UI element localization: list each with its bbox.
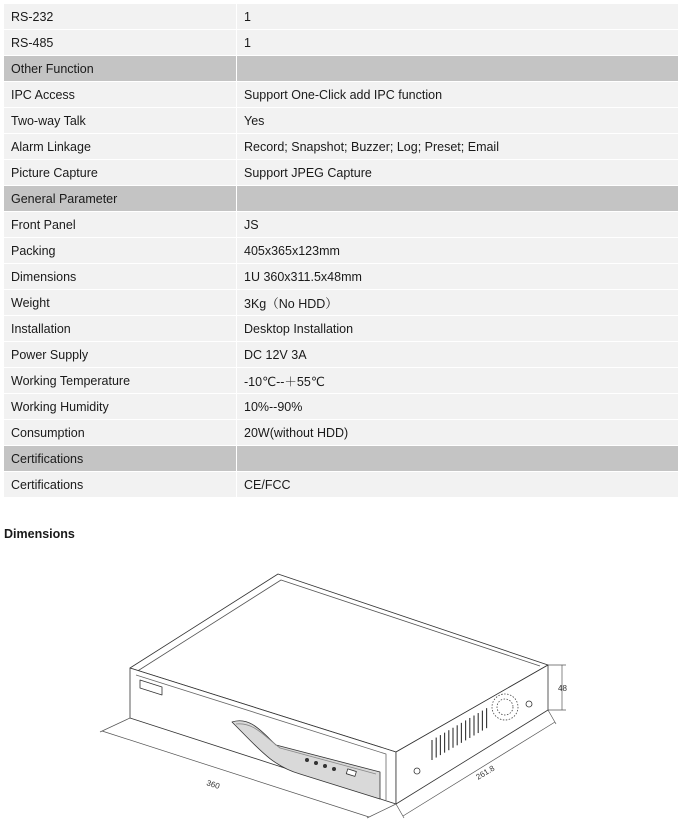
- section-header-row: [4, 56, 678, 82]
- spec-name: Two-way Talk: [4, 108, 237, 134]
- spec-row: [4, 4, 678, 30]
- spec-value: 10%--90%: [237, 394, 679, 420]
- spec-table: [4, 4, 678, 498]
- spec-name: Working Humidity: [4, 394, 237, 420]
- section-spacer: [237, 186, 679, 212]
- section-spacer: [237, 56, 679, 82]
- spec-row: [4, 420, 678, 446]
- section-title: General Parameter: [4, 186, 237, 212]
- spec-row: [4, 134, 678, 160]
- spec-row: [4, 394, 678, 420]
- section-header-row: [4, 186, 678, 212]
- led-indicator: [305, 758, 308, 761]
- section-header-row: [4, 446, 678, 472]
- spec-name: IPC Access: [4, 82, 237, 108]
- spec-row: [4, 472, 678, 498]
- spec-name: Installation: [4, 316, 237, 342]
- spec-value: 1U 360x311.5x48mm: [237, 264, 679, 290]
- spec-name: Packing: [4, 238, 237, 264]
- spec-value: Desktop Installation: [237, 316, 679, 342]
- spec-value: 3Kg（No HDD）: [237, 290, 679, 316]
- spec-value: Support One-Click add IPC function: [237, 82, 679, 108]
- spec-row: [4, 30, 678, 56]
- led-indicator: [323, 764, 326, 767]
- spec-name: Working Temperature: [4, 368, 237, 394]
- spec-name: Front Panel: [4, 212, 237, 238]
- led-indicator: [314, 761, 317, 764]
- spec-row: [4, 82, 678, 108]
- spec-row: [4, 264, 678, 290]
- spec-name: Weight: [4, 290, 237, 316]
- spec-value: Support JPEG Capture: [237, 160, 679, 186]
- spec-row: [4, 212, 678, 238]
- spec-name: Power Supply: [4, 342, 237, 368]
- spec-name: Alarm Linkage: [4, 134, 237, 160]
- spec-name: Picture Capture: [4, 160, 237, 186]
- spec-row: [4, 368, 678, 394]
- spec-value: 1: [237, 4, 679, 30]
- spec-value: 405x365x123mm: [237, 238, 679, 264]
- spec-row: [4, 342, 678, 368]
- dimensions-drawing: [0, 545, 686, 840]
- width-dimension-label: 360: [205, 778, 221, 791]
- spec-table-body: [4, 4, 678, 498]
- spec-name: Dimensions: [4, 264, 237, 290]
- spec-name: Certifications: [4, 472, 237, 498]
- spec-row: [4, 238, 678, 264]
- spec-value: Record; Snapshot; Buzzer; Log; Preset; Email: [237, 134, 679, 160]
- spec-row: [4, 316, 678, 342]
- section-title: Certifications: [4, 446, 237, 472]
- spec-value: DC 12V 3A: [237, 342, 679, 368]
- spec-name: RS-485: [4, 30, 237, 56]
- spec-value: 20W(without HDD): [237, 420, 679, 446]
- spec-row: [4, 108, 678, 134]
- spec-value: Yes: [237, 108, 679, 134]
- spec-name: Consumption: [4, 420, 237, 446]
- section-spacer: [237, 446, 679, 472]
- spec-value: JS: [237, 212, 679, 238]
- dimensions-heading: Dimensions: [4, 527, 75, 541]
- section-title: Other Function: [4, 56, 237, 82]
- spec-value: CE/FCC: [237, 472, 679, 498]
- spec-value: 1: [237, 30, 679, 56]
- spec-row: [4, 290, 678, 316]
- spec-row: [4, 160, 678, 186]
- led-indicator: [332, 767, 335, 770]
- height-dimension-label: 48: [558, 684, 567, 693]
- spec-value: -10℃--＋55℃: [237, 368, 679, 394]
- spec-name: RS-232: [4, 4, 237, 30]
- depth-dimension-label: 261.8: [474, 763, 497, 782]
